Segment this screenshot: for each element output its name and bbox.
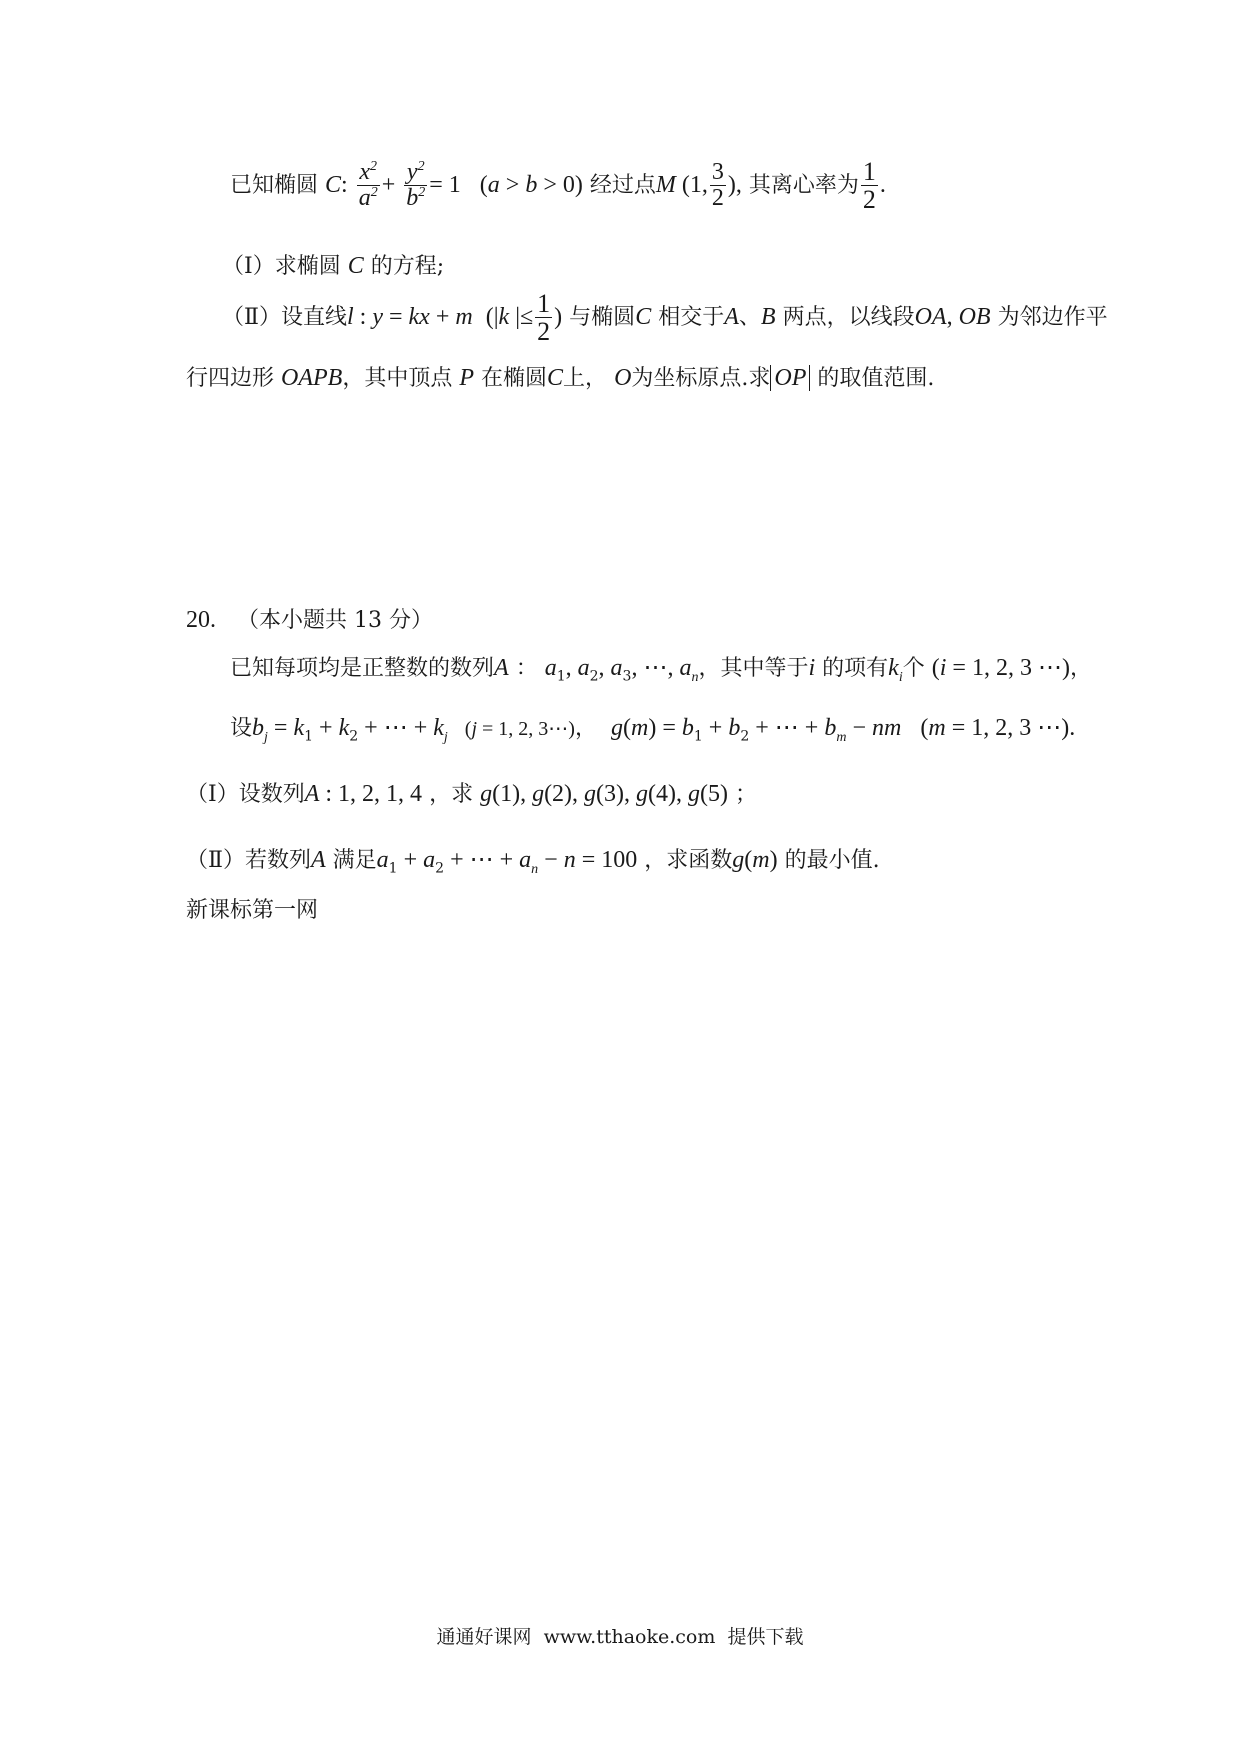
q20-part2-text4: 的最小值.: [784, 848, 880, 873]
q19-part1-label: （Ⅰ）: [222, 254, 275, 279]
frac-3-2: $\frac{3}{2}$: [711, 159, 724, 212]
q19-part1: （Ⅰ）求椭圆 C 的方程;: [222, 253, 445, 279]
frac-1-2: $\frac{1}{2}$: [862, 157, 876, 215]
q19-line1-text2: 经过点: [589, 172, 656, 198]
q20-part2-text1: 若数列: [244, 848, 311, 873]
q19-part2-text7: 行四边形: [186, 366, 275, 391]
q19-part2-text10: 上，: [563, 366, 608, 391]
q20-part1-text1: 设数列: [238, 782, 305, 807]
q19-line1: 已知椭圆 C: $\frac{x^2}{a^2}$ + $\frac{y^2}{b^2}$ = 1 (a > b > 0) 经过点M (1, $\frac{3}{2}$ ), 其离心率为 $\frac{1}{2}$ .: [230, 157, 886, 215]
q19-part2-line1: （Ⅱ）设直线l : y = kx + m (|k |≤ $\frac{1}{2}$ ) 与椭圆C 相交于A、B 两点，以线段OA, OB 为邻边作平: [222, 289, 1108, 347]
q19-part2-text12: 的取值范围.: [817, 366, 935, 391]
frac-y2-b2: $\frac{y^2}{b^2}$: [406, 159, 426, 212]
q19-part2-text1: 设直线: [280, 304, 347, 330]
q20-line1-text2: ：: [515, 656, 538, 681]
q19-part2-text5: 两点，以线段: [782, 304, 915, 330]
q19-part2-text2: 与椭圆: [569, 304, 636, 330]
q20-part1-text3: ；: [735, 782, 758, 807]
q20-part1-label: （Ⅰ）: [186, 782, 239, 807]
q20-number: 20.: [186, 607, 216, 633]
watermark-text: [186, 900, 318, 922]
frac-1-2-k: $\frac{1}{2}$: [537, 289, 551, 347]
q20-line1-text5: 个: [902, 656, 925, 681]
page-footer: [0, 1628, 1240, 1647]
q20-part2-text2: 满足: [332, 848, 377, 873]
q19-part2-label: （Ⅱ）: [222, 304, 281, 330]
q20-line1-text4: 的项有: [822, 656, 889, 681]
frac-x2-a2: $\frac{x^2}{a^2}$: [358, 159, 378, 212]
abs-op: OP: [770, 365, 810, 391]
watermark-label: 新课标第一网: [186, 898, 319, 923]
q19-part1-text2: 的方程;: [370, 254, 445, 279]
q20-part1-text2: ，求: [429, 782, 474, 807]
q20-part2-text3: ，求函数: [644, 848, 733, 873]
q20-line1-text3: ，其中等于: [698, 656, 809, 681]
q20-part2-label: （Ⅱ）: [186, 848, 245, 873]
q19-part2-line2: 行四边形 OAPB，其中顶点 P 在椭圆C上， O为坐标原点.求 OP 的取值范围.: [186, 365, 935, 391]
q20-part1: （Ⅰ）设数列A : 1, 2, 1, 4 ，求 g(1), g(2), g(3), g(4), g(5) ；: [186, 781, 758, 807]
q20-line1-text1: 已知每项均是正整数的数列: [230, 656, 495, 681]
q19-part1-text1: 求椭圆: [274, 254, 341, 279]
q19-line1-text3: 其离心率为: [748, 172, 859, 198]
q20-line1-text6: ，: [1069, 656, 1092, 681]
q20-line2: 设$b_j = k_1 + k_2$ + ⋯ + $k_j$ (j = 1, 2, 3⋯)， $g(m) = b_1 + b_2$ + ⋯ + $b_m$ − nm (m = 1, 2, 3 ⋯).: [230, 715, 1076, 745]
q19-part2-text3: 相交于: [658, 304, 725, 330]
q19-part2-text4: 、: [738, 304, 761, 330]
q20-line1: 已知每项均是正整数的数列A ： $a_1$, $a_2$, $a_3$, ⋯, $a_n$，其中等于i 的项有$k_i$个 (i = 1, 2, 3 ⋯)，: [230, 655, 1092, 685]
q19-part2-text8: ，其中顶点: [342, 366, 453, 391]
ellipse-equation: C: [325, 171, 342, 198]
q19-part2-text11: 为坐标原点.求: [631, 366, 771, 391]
q20-line2-text1: 设: [230, 716, 253, 741]
q20-info: （本小题共 13 分）: [236, 608, 433, 633]
q19-line1-text1: 已知椭圆: [230, 172, 319, 198]
q20-part2: （Ⅱ）若数列A 满足$a_1 + a_2$ + ⋯ + $a_n - n = 100$ ，求函数g(m) 的最小值.: [186, 847, 880, 877]
q19-part2-text9: 在椭圆: [481, 366, 548, 391]
q20-line2-text2: ，: [574, 716, 597, 741]
footer-text: 通通好课网 www.tthaoke.com 提供下载: [436, 1626, 804, 1648]
q20-header: [186, 608, 433, 632]
q19-part2-text6: 为邻边作平: [997, 304, 1108, 330]
